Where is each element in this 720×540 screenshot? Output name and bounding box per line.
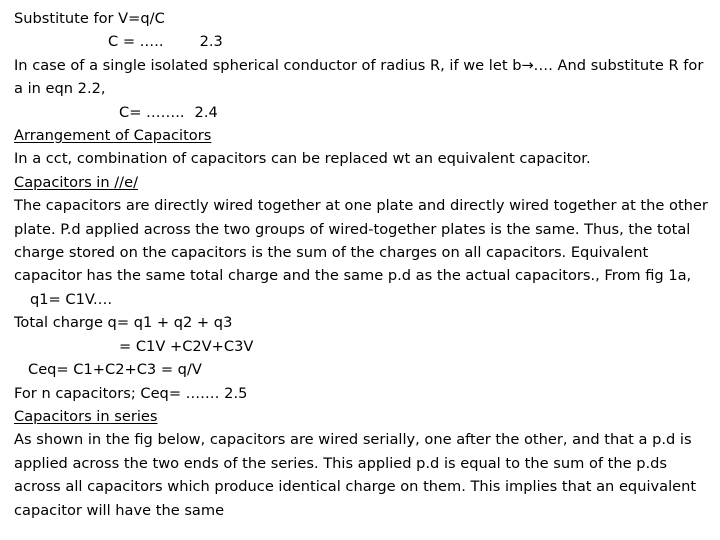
substitute-line: Substitute for V=q/C <box>14 10 165 27</box>
spherical-conductor-paragraph: In case of a single isolated spherical conductor of radius R, if we let b→.… And substitute R for a in eqn 2.2, <box>14 56 704 98</box>
equation-2-3-number: 2.3 <box>199 33 223 51</box>
total-charge-expansion: = C1V +C2V+C3V <box>119 337 254 355</box>
equivalent-capacitance-line: Ceq= C1+C2+C3 = q/V <box>28 361 202 379</box>
document-body <box>14 7 716 522</box>
heading-capacitors-parallel: Capacitors in //e/ <box>14 173 138 191</box>
parallel-paragraph: The capacitors are directly wired together at one plate and directly wired together at the other plate. P.d applied across the two groups of wired-together plates is the same. Thus, the total charge stored on the capacitors is the sum of the charges on all capacitors. Equivalent capacitor has the same total charge and the same p.d as the actual capacitors., From fig 1a, <box>14 197 708 285</box>
equation-2-4-expr: C= …….. <box>119 103 185 121</box>
series-paragraph: As shown in the fig below, capacitors are wired serially, one after the other, and that a p.d is applied across the two ends of the series. This applied p.d is equal to the sum of the p.ds across all capacitors which produce identical charge on them. This implies that an equivalent capacitor will have the same <box>14 431 697 519</box>
equation-q1: q1= C1V.… <box>30 290 113 308</box>
equation-2-4-number: 2.4 <box>194 103 218 121</box>
equation-2-3-expr: C = .…. <box>108 33 164 51</box>
combination-sentence: In a cct, combination of capacitors can be replaced wt an equivalent capacitor. <box>14 150 591 168</box>
equation-2-4 <box>14 101 716 124</box>
n-capacitors-line: For n capacitors; Ceq= .…… 2.5 <box>14 384 248 402</box>
equation-2-3 <box>14 30 716 53</box>
heading-arrangement-of-capacitors: Arrangement of Capacitors <box>14 127 212 145</box>
heading-capacitors-series: Capacitors in series <box>14 407 158 425</box>
total-charge-line: Total charge q= q1 + q2 + q3 <box>14 314 233 332</box>
